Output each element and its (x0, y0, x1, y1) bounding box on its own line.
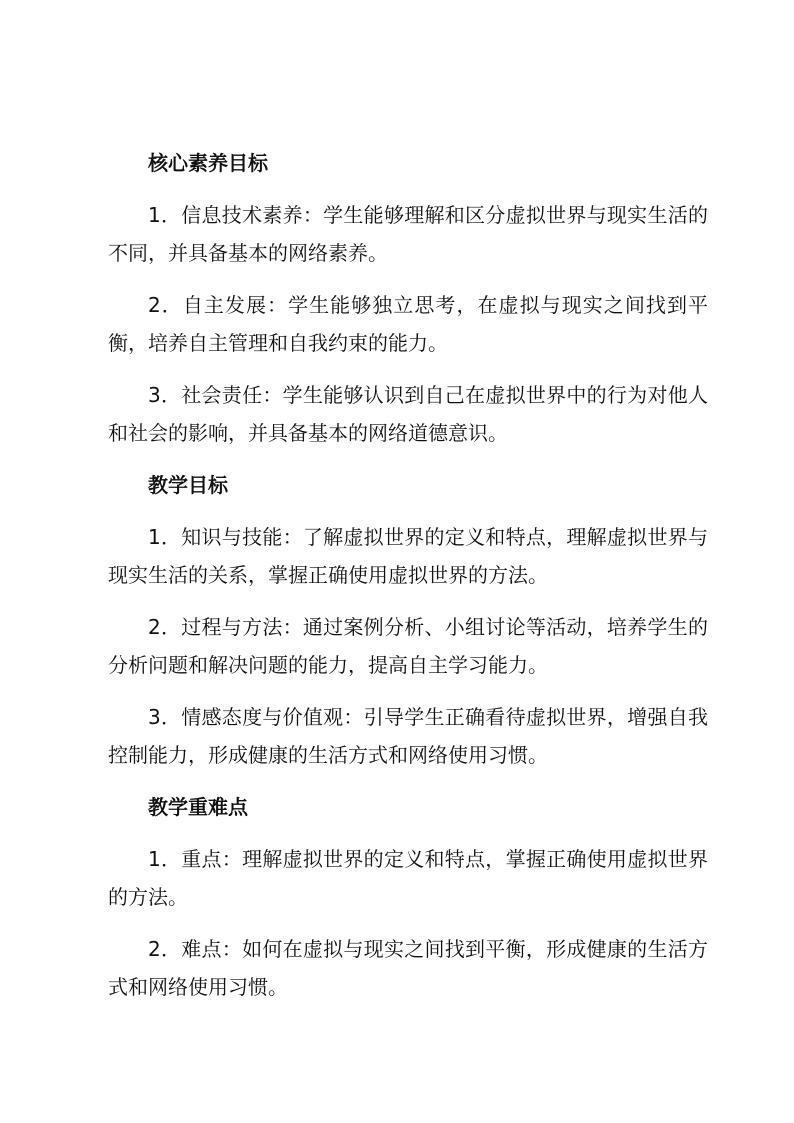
paragraph: 2．难点：如何在虚拟与现实之间找到平衡，形成健康的生活方式和网络使用习惯。 (108, 937, 708, 999)
paragraph: 2．过程与方法：通过案例分析、小组讨论等活动，培养学生的分析问题和解决问题的能力，提高自主学习能力。 (108, 615, 708, 677)
document-body (108, 144, 708, 1006)
paragraph: 1．知识与技能：了解虚拟世界的定义和特点，理解虚拟世界与现实生活的关系，掌握正确使用虚拟世界的方法。 (108, 525, 708, 587)
section-heading: 教学重难点 (148, 795, 248, 819)
section-key-difficult-points (108, 788, 708, 1006)
paragraph: 3．社会责任：学生能够认识到自己在虚拟世界中的行为对他人和社会的影响，并具备基本的网络道德意识。 (108, 383, 708, 445)
paragraph: 2．自主发展：学生能够独立思考，在虚拟与现实之间找到平衡，培养自主管理和自我约束的能力。 (108, 293, 708, 355)
section-heading: 教学目标 (148, 473, 228, 497)
paragraph: 3．情感态度与价值观：引导学生正确看待虚拟世界，增强自我控制能力，形成健康的生活方式和网络使用习惯。 (108, 705, 708, 767)
section-teaching-goals (108, 466, 708, 774)
section-core-literacy-goals (108, 144, 708, 452)
section-heading: 核心素养目标 (148, 151, 268, 175)
paragraph: 1．信息技术素养：学生能够理解和区分虚拟世界与现实生活的不同，并具备基本的网络素养。 (108, 203, 708, 265)
paragraph: 1．重点：理解虚拟世界的定义和特点，掌握正确使用虚拟世界的方法。 (108, 847, 708, 909)
